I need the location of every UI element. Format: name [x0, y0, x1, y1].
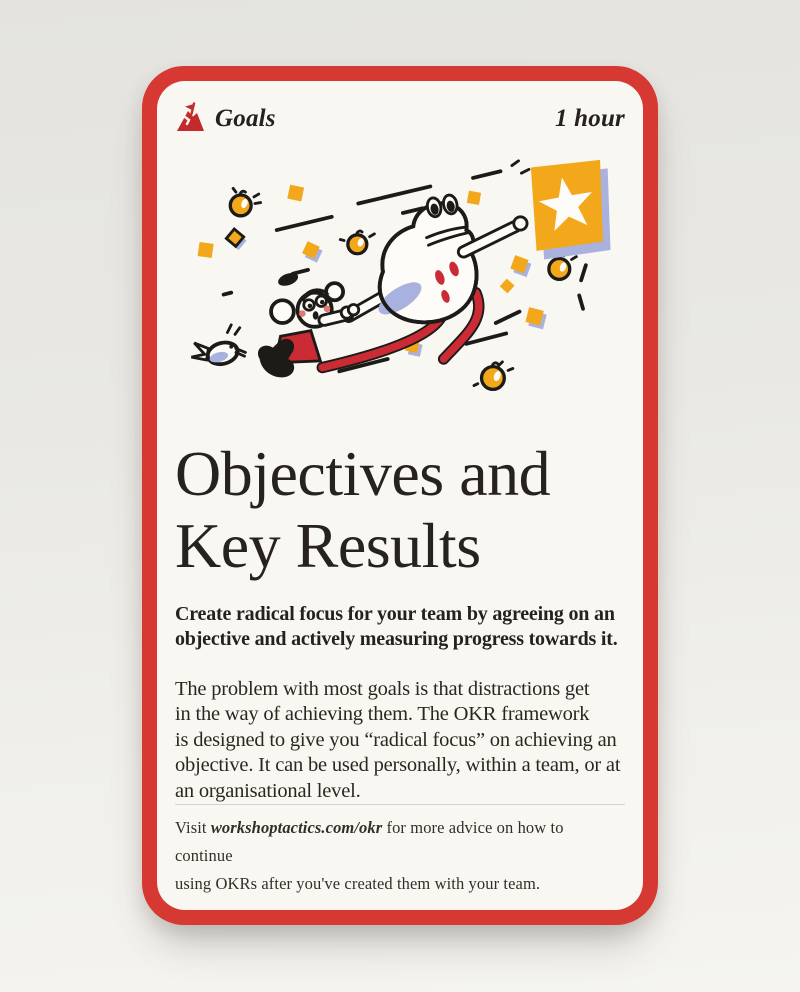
body-line-1: The problem with most goals is that distractions get — [175, 677, 590, 700]
duration-label: 1 hour — [555, 105, 625, 132]
body-line-4: objective. It can be used personally, within a team, or at — [175, 754, 621, 776]
category-badge — [175, 101, 276, 138]
footer-middle: for more advice on how to continue — [175, 818, 564, 865]
card-footer — [175, 804, 625, 898]
tactic-card — [142, 66, 658, 925]
bird-character — [191, 325, 245, 367]
footer-prefix: Visit — [175, 818, 211, 837]
body-line-2: in the way of achieving them. The OKR framework — [175, 703, 590, 725]
category-label: Goals — [215, 105, 276, 132]
card-standfirst — [175, 602, 625, 652]
frog-character — [322, 194, 527, 368]
footer-url: workshoptactics.com/okr — [210, 818, 383, 837]
footer-line-1 — [175, 814, 625, 870]
card-illustration — [175, 158, 625, 424]
mountain-flag-icon — [175, 101, 206, 138]
card-title — [175, 438, 625, 582]
card-face — [157, 81, 643, 910]
card-header — [175, 102, 625, 136]
title-line-1: Objectives and — [175, 437, 551, 509]
footer-line-2: using OKRs after you've created them with your team. — [175, 874, 541, 893]
standfirst-line-2: objective and actively measuring progress towards it. — [175, 627, 618, 650]
body-line-5: an organisational level. — [175, 779, 361, 802]
star-flag — [531, 160, 611, 260]
card-body-text — [175, 677, 625, 805]
body-line-3: is designed to give you “radical focus” on achieving an — [175, 728, 617, 751]
title-line-2: Key Results — [175, 509, 481, 581]
standfirst-line-1: Create radical focus for your team by agreeing on an — [175, 602, 615, 625]
